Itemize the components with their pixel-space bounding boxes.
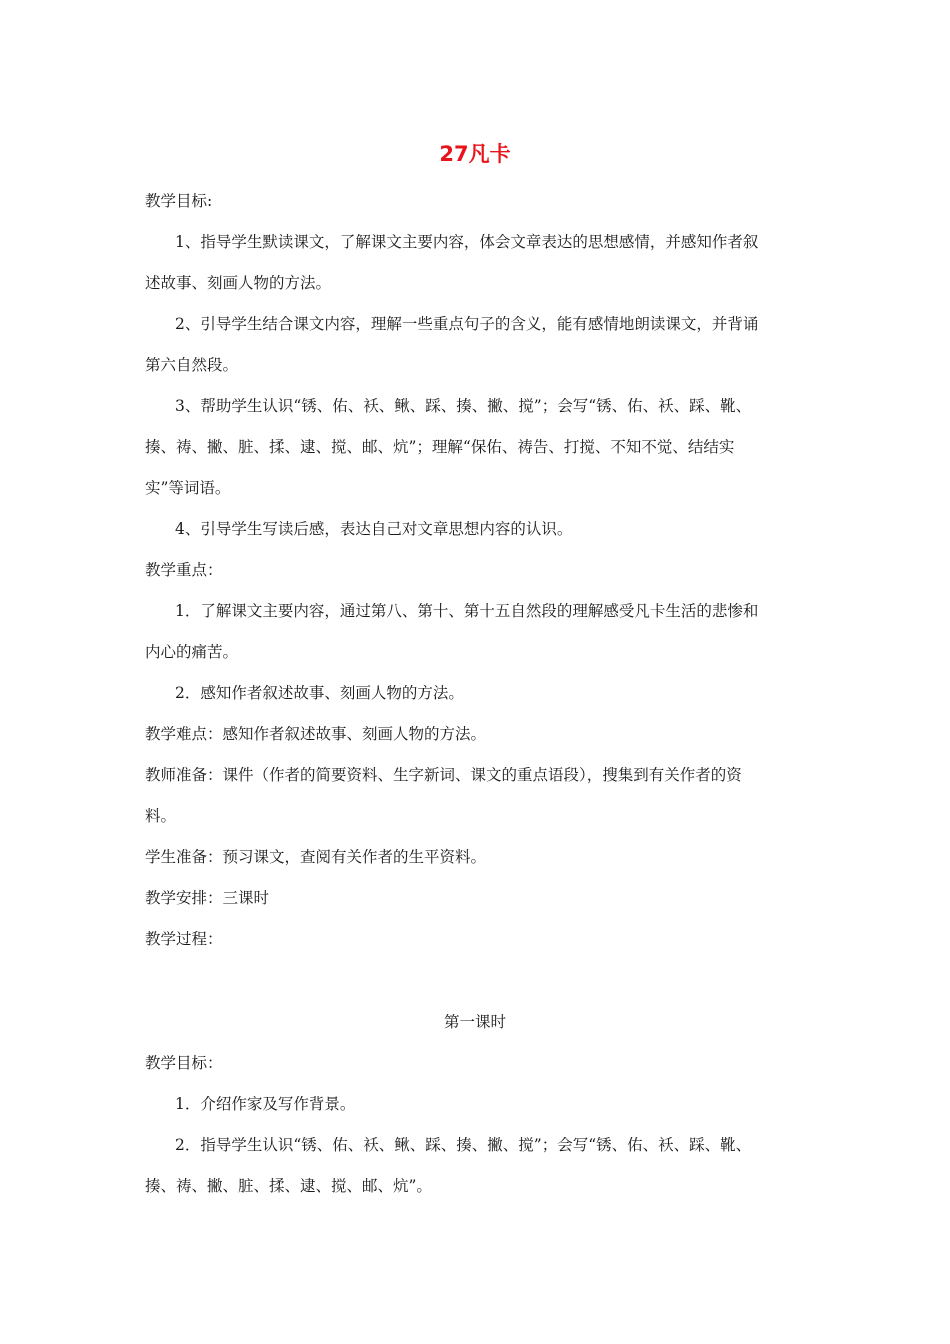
objective-3-line-2: 揍、祷、撇、脏、揉、逮、搅、邮、炕”；理解“保佑、祷告、打搅、不知不觉、结结实 bbox=[145, 438, 735, 456]
schedule-line: 教学安排：三课时 bbox=[145, 889, 270, 907]
objective-1-line-1: 1、指导学生默读课文，了解课文主要内容，体会文章表达的思想感情，并感知作者叙 bbox=[175, 233, 759, 251]
objective-3-line-3: 实”等词语。 bbox=[145, 479, 231, 497]
process-heading: 教学过程： bbox=[145, 930, 223, 948]
objective-2-line-1: 2、引导学生结合课文内容，理解一些重点句子的含义，能有感情地朗读课文，并背诵 bbox=[175, 315, 759, 333]
objective-2-line-2: 第六自然段。 bbox=[145, 356, 239, 374]
lesson-heading: 第一课时 bbox=[443, 1013, 506, 1031]
student-prep-line: 学生准备：预习课文，查阅有关作者的生平资料。 bbox=[145, 848, 487, 866]
objectives-heading: 教学目标: bbox=[145, 192, 213, 210]
objective-4-line-1: 4、引导学生写读后感，表达自己对文章思想内容的认识。 bbox=[175, 520, 573, 538]
lesson-objectives-heading: 教学目标： bbox=[145, 1054, 223, 1072]
key-point-2-line-1: 2．感知作者叙述故事、刻画人物的方法。 bbox=[175, 684, 464, 702]
lesson-objective-2-line-2: 揍、祷、撇、脏、揉、逮、搅、邮、炕”。 bbox=[145, 1177, 432, 1195]
lesson-objective-2-line-1: 2．指导学生认识“锈、佑、袄、鳅、踩、揍、撇、搅”；会写“锈、佑、袄、踩、靴、 bbox=[175, 1136, 752, 1154]
key-points-heading: 教学重点： bbox=[145, 561, 223, 579]
teacher-prep-line-1: 教师准备：课件（作者的简要资料、生字新词、课文的重点语段），搜集到有关作者的资 bbox=[145, 766, 742, 784]
document-title: 27凡卡 bbox=[439, 142, 511, 166]
key-point-1-line-1: 1．了解课文主要内容，通过第八、第十、第十五自然段的理解感受凡卡生活的悲惨和 bbox=[175, 602, 759, 620]
key-point-1-line-2: 内心的痛苦。 bbox=[145, 643, 239, 661]
teacher-prep-line-2: 料。 bbox=[145, 807, 177, 825]
objective-1-line-2: 述故事、刻画人物的方法。 bbox=[145, 274, 332, 292]
difficulty-line: 教学难点：感知作者叙述故事、刻画人物的方法。 bbox=[145, 725, 487, 743]
objective-3-line-1: 3、帮助学生认识“锈、佑、袄、鳅、踩、揍、撇、搅”；会写“锈、佑、袄、踩、靴、 bbox=[175, 397, 752, 415]
lesson-objective-1-line-1: 1．介绍作家及写作背景。 bbox=[175, 1095, 356, 1113]
